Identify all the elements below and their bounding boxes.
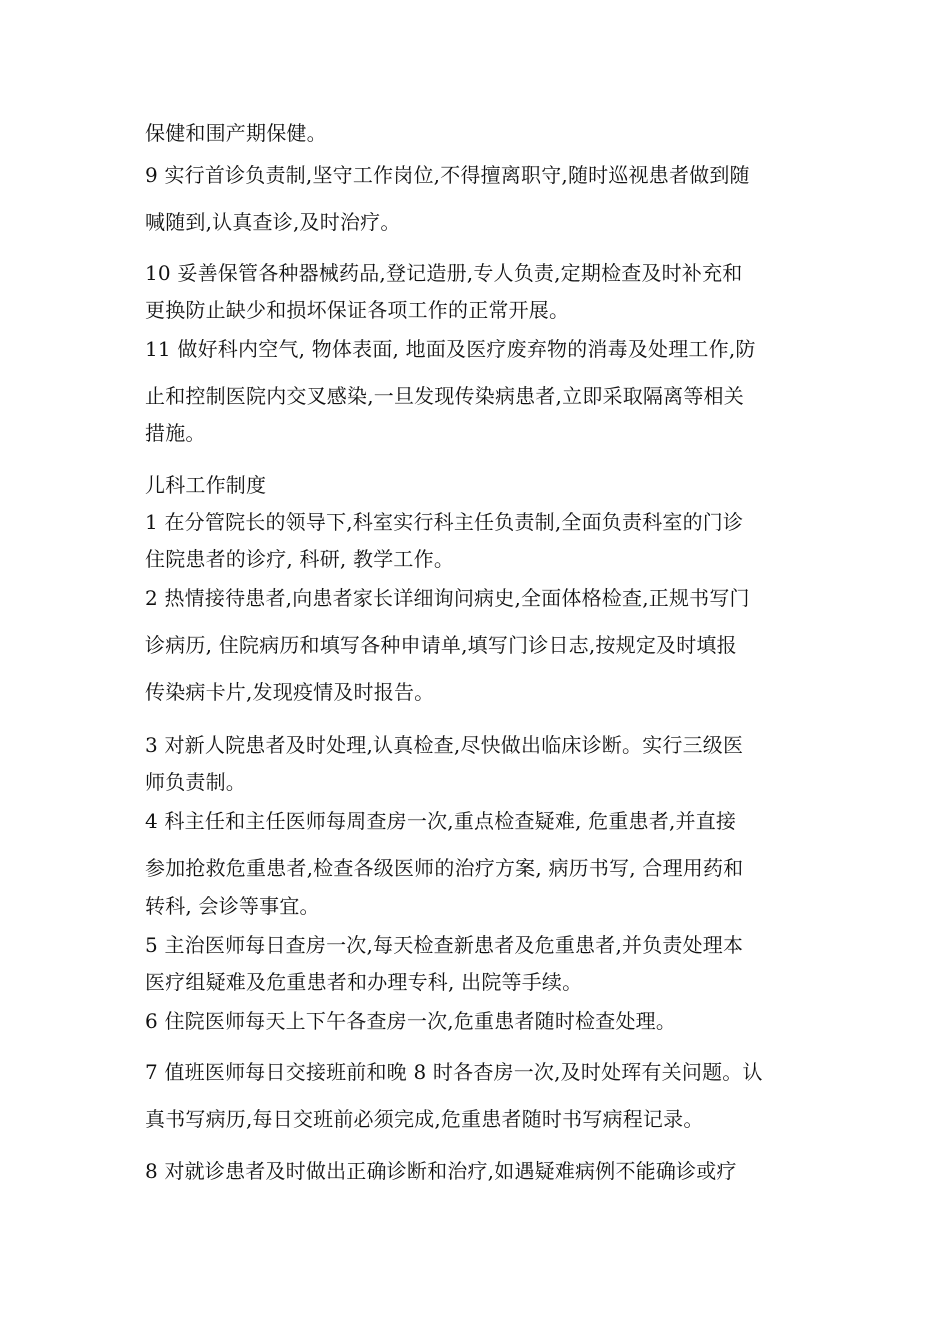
text-line: 止和控制医院内交叉感染,一旦发现传染病患者,立即采取隔离等相关 — [145, 384, 744, 408]
text-line: 2 热情接待患者,向患者家长详细询问病史,全面体格检查,正规书写门 — [145, 586, 750, 610]
text-line: 9 实行首诊负责制,坚守工作岗位,不得擅离职守,随时巡视患者做到随 — [145, 163, 750, 187]
text-line: 传染病卡片,发现疫情及时报告。 — [145, 680, 435, 704]
text-line: 5 主治医师每日查房一次,每天检查新患者及危重患者,并负责处理本 — [145, 933, 744, 957]
text-line: 真书写病历,每日交班前必须完成,危重患者随时书写病程记录。 — [145, 1107, 704, 1131]
text-line: 更换防止缺少和损坏保证各项工作的正常开展。 — [145, 298, 570, 322]
text-line: 医疗组疑难及危重患者和办理专科, 出院等手续。 — [145, 970, 583, 994]
text-line: 3 对新人院患者及时处理,认真检查,尽快做出临床诊断。实行三级医 — [145, 733, 744, 757]
text-line: 喊随到,认真查诊,及时治疗。 — [145, 210, 401, 234]
text-line: 师负责制。 — [145, 770, 246, 794]
text-line: 参加抢救危重患者,检查各级医师的治疗方案, 病历书写, 合理用药和 — [145, 856, 744, 880]
text-line: 诊病历, 住院病历和填写各种申请单,填写门诊日志,按规定及时填报 — [145, 633, 737, 657]
text-line: 措施。 — [145, 421, 206, 445]
text-line: 6 住院医师每天上下午各查房一次,危重患者随时检查处理。 — [145, 1009, 677, 1033]
section-heading: 儿科工作制度 — [145, 473, 267, 497]
text-line: 8 对就诊患者及时做出正确诊断和治疗,如遇疑难病例不能确诊或疗 — [145, 1159, 737, 1183]
text-line: 11 做好科内空气, 物体表面, 地面及医疗废弃物的消毒及处理工作,防 — [145, 337, 756, 361]
text-line: 住院患者的诊疗, 科研, 教学工作。 — [145, 547, 455, 571]
text-line: 转科, 会诊等事宜。 — [145, 894, 320, 918]
text-line: 7 值班医师每日交接班前和晚 8 时各杳房一次,及时处珲有关问题。认 — [145, 1060, 763, 1084]
text-line: 保健和围产期保健。 — [145, 121, 327, 145]
text-line: 10 妥善保管各种器械药品,登记造册,专人负责,定期检查及时补充和 — [145, 261, 743, 285]
text-line: 4 科主任和主任医师每周查房一次,重点检查疑难, 危重患者,并直接 — [145, 809, 737, 833]
text-line: 1 在分管院长的领导下,科室实行科主任负责制,全面负责科室的门诊 — [145, 510, 744, 534]
